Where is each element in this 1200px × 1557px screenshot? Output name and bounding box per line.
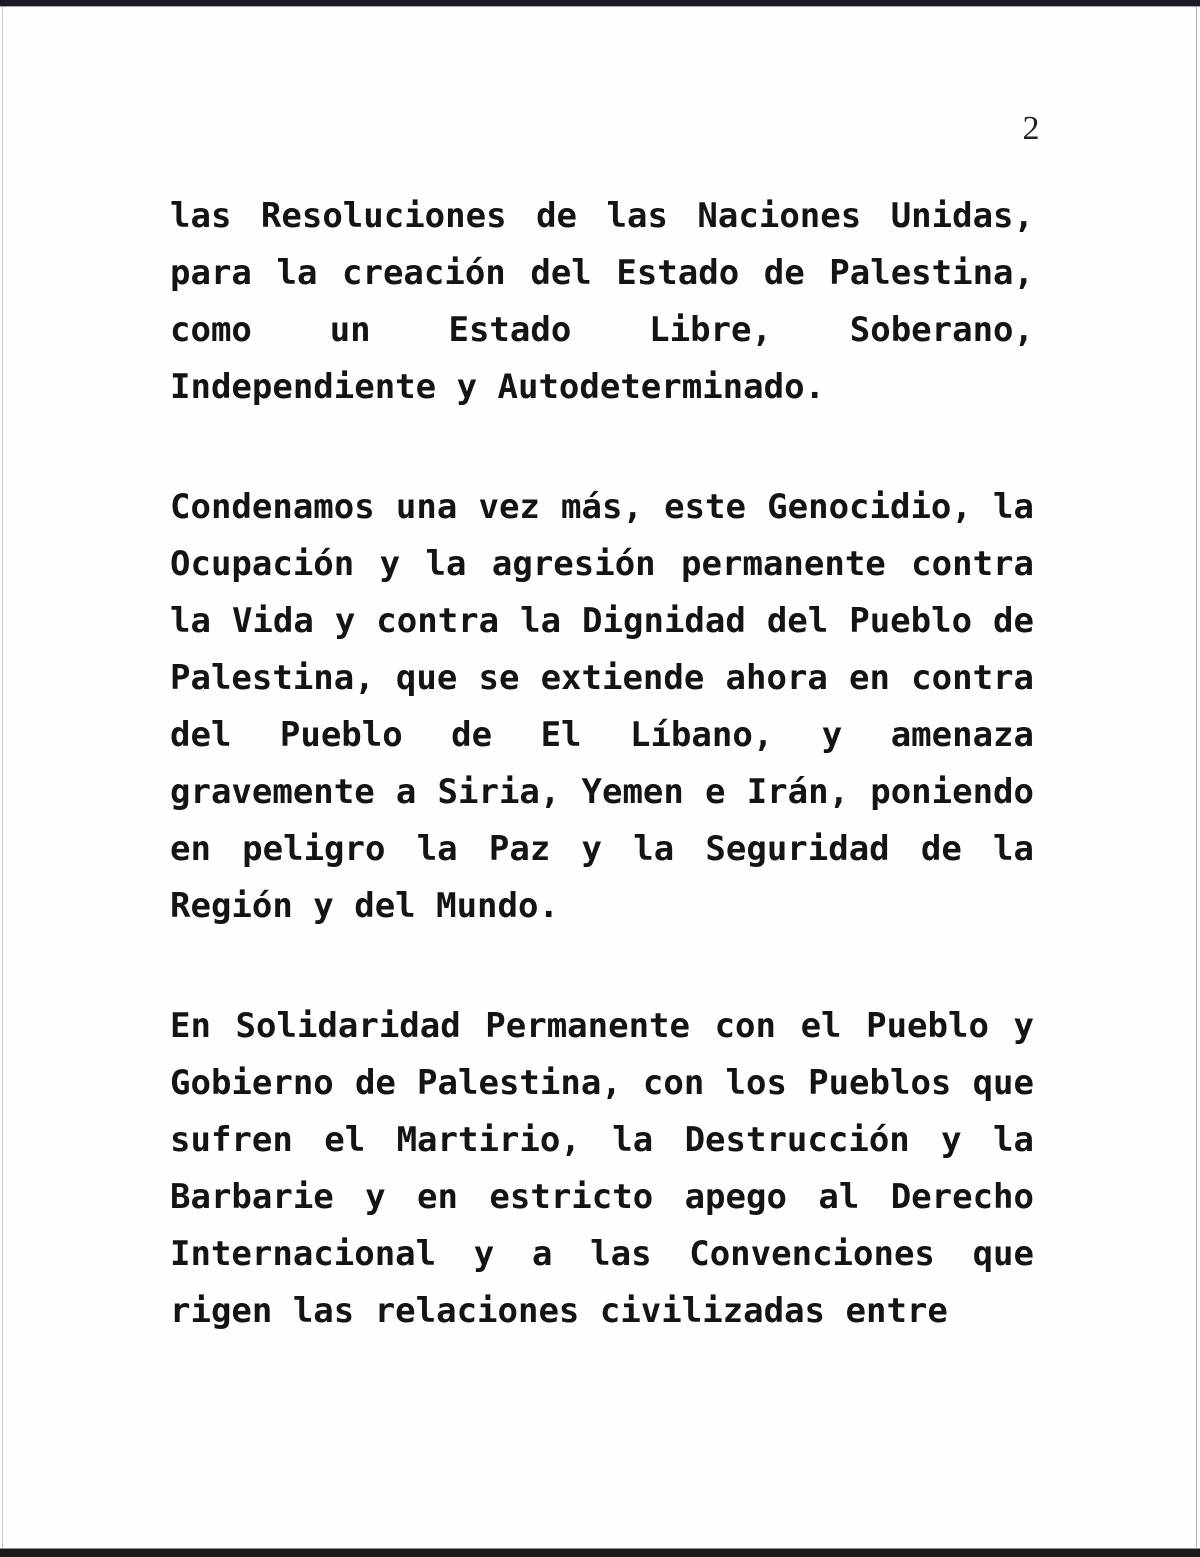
paragraph-resoluciones: las Resoluciones de las Naciones Unidas, para la creación del Estado de Palestina, como un Estado Libre, Soberano, Independiente y Autodeterminado. — [170, 196, 1034, 407]
page-bottom-edge — [0, 1548, 1200, 1557]
page-number: 2 — [1022, 110, 1040, 147]
page-left-edge — [2, 7, 3, 1548]
page-top-edge — [0, 0, 1200, 7]
page-right-edge — [1196, 7, 1197, 1548]
paragraph-condenamos: Condenamos una vez más, este Genocidio, la Ocupación y la agresión permanente contra la Vida y contra la Dignidad del Pueblo de Palestina, que se extiende ahora en contra del Pueblo de El Líbano, y amenaza gravemente a Siria, Yemen e Irán, poniendo en peligro la Paz y la Seguridad de la Región y del Mundo. — [170, 487, 1034, 926]
document-body — [170, 188, 1034, 1340]
paragraph-solidaridad: En Solidaridad Permanente con el Pueblo y Gobierno de Palestina, con los Pueblos que sufren el Martirio, la Destrucción y la Barbarie y en estricto apego al Derecho Internacional y a las Convenciones que rigen las relaciones civilizadas entre — [170, 1006, 1034, 1331]
